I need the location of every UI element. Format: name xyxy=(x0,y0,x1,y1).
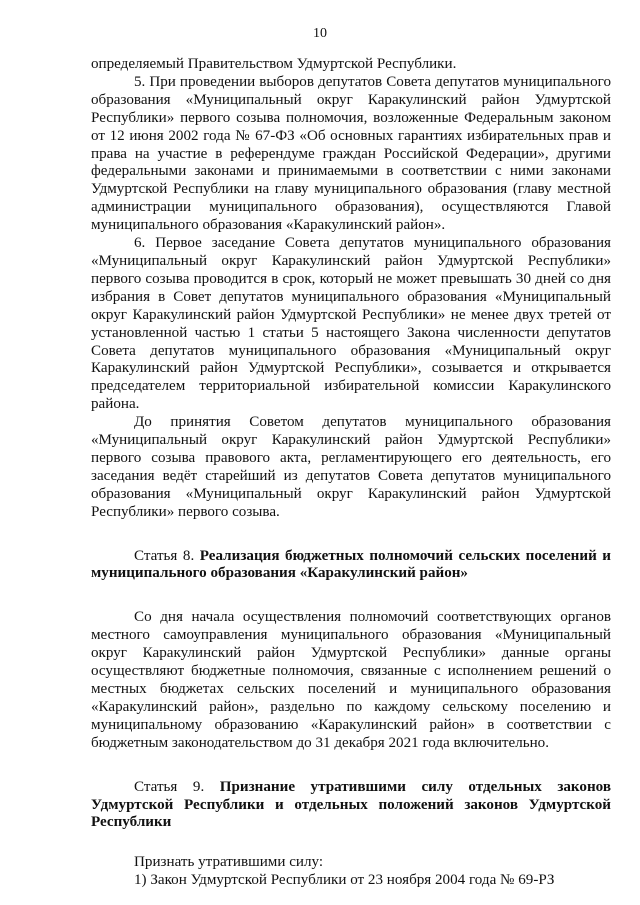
article-9-item-1: 1) Закон Удмуртской Республики от 23 ноября 2004 года № 69-РЗ xyxy=(134,872,555,889)
article-9-prefix: Статья 9. xyxy=(134,778,220,795)
spacer xyxy=(91,832,611,854)
paragraph-continuation: определяемый Правительством Удмуртской Республики. xyxy=(91,56,457,72)
article-8-prefix: Статья 8. xyxy=(134,547,200,564)
article-9-heading xyxy=(91,779,611,833)
paragraph-first-session: До принятия Советом депутатов муниципального образования «Муниципальный округ Каракулинский район Удмуртской Республики» первого созыва правового акта, регламентирующего его деятельность, его заседания ведёт старейший из депутатов Совета депутатов муниципального образования «Муниципальный округ Каракулинский район Удмуртской Республики» первого созыва. xyxy=(91,414,611,520)
paragraph-item-5: 5. При проведении выборов депутатов Совета депутатов муниципального образования «Муниципальный округ Каракулинский район Удмуртской Республики» первого созыва полномочия, возложенные Федеральным законом от 12 июня 2002 года № 67-ФЗ «Об основных гарантиях избирательных прав и права на участие в референдуме граждан Российской Федерации», другими федеральными законами и принимаемыми в соответствии с ними законами Удмуртской Республики на главу муниципального образования (главу местной администрации муниципального образования), осуществляются Главой муниципального образования «Каракулинский район». xyxy=(91,73,611,234)
article-9-title: Признание утратившими силу отдельных законов Удмуртской Республики и отдельных положений законов Удмуртской Республики xyxy=(91,778,611,831)
article-8-title: Реализация бюджетных полномочий сельских поселений и муниципального образования «Каракулинский район» xyxy=(91,547,611,582)
spacer xyxy=(91,753,611,779)
page-number: 10 xyxy=(313,26,327,41)
document-body xyxy=(91,56,611,890)
article-8-heading xyxy=(91,548,611,584)
paragraph-item-6: 6. Первое заседание Совета депутатов муниципального образования «Муниципальный округ Каракулинский район Удмуртской Республики» первого созыва проводится в срок, который не может превышать 30 дней со дня избрания в Совет депутатов муниципального образования «Муниципальный округ Каракулинский район Удмуртской Республики» не менее двух третей от установленной частью 1 статьи 5 настоящего Закона численности депутатов Совета депутатов муниципального образования «Муниципальный округ Каракулинский район Удмуртской Республики», созывается и открывается председателем территориальной избирательной комиссии Каракулинского района. xyxy=(91,235,611,413)
spacer xyxy=(91,522,611,548)
article-8-body: Со дня начала осуществления полномочий соответствующих органов местного самоуправления муниципального образования «Муниципальный округ Каракулинский район Удмуртской Республики» данные органы осуществляют бюджетные полномочия, связанные с исполнением решений о местных бюджетах сельских поселений и муниципального образования «Каракулинский район», раздельно по каждому сельскому поселению и муниципальному образованию «Каракулинский район» в соответствии с бюджетным законодательством до 31 декабря 2021 года включительно. xyxy=(91,609,611,751)
article-9-intro: Признать утратившими силу: xyxy=(134,854,324,871)
spacer xyxy=(91,583,611,609)
